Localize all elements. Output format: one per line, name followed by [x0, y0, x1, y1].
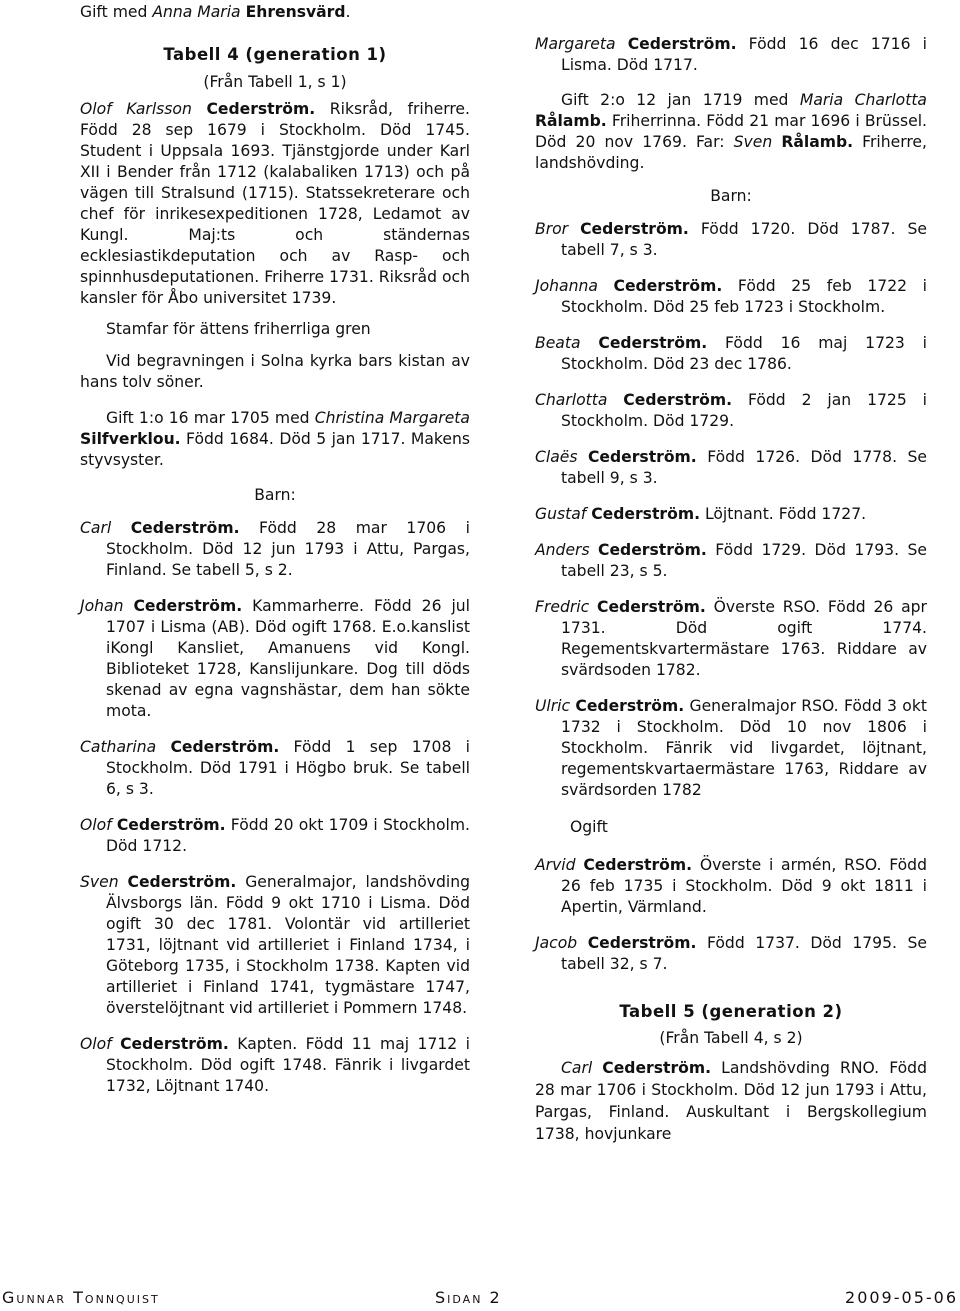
- child-entry: [80, 596, 470, 722]
- child-surname: Cederström.: [170, 738, 280, 756]
- marriage-anna-maria: [80, 2, 470, 23]
- child-given-name: Jacob: [535, 934, 578, 952]
- child-bio: Generalmajor, landshövding Älvsborgs län. Född 9 okt 1710 i Lisma. Död ogift 30 dec 1781. Volontär vid artilleriet 1731, löjtnant vid artilleriet i Finland 1734, i Göteborg 1735, i Stockholm 1738. Kapten vid artilleriet i Finland 1741, tygmästare 1747, överstelöjtnant vid artilleriet i Pommern 1748.: [106, 873, 470, 1017]
- child-bio: Född 16 maj 1723 i Stockholm. Död 23 dec 1786.: [561, 334, 927, 373]
- child-surname: Cederström.: [597, 598, 706, 616]
- child-given-name: Ulric: [535, 697, 571, 715]
- footer-page-number: Sidan 2: [435, 1288, 502, 1307]
- person-surname: Cederström.: [206, 100, 316, 118]
- father-bio: Friherre, landshövding.: [535, 133, 927, 172]
- child-entry: [80, 872, 470, 1019]
- marriage-prefix: Gift 2:o 12 jan 1719 med: [561, 91, 789, 109]
- child-given-name: Johan: [80, 597, 124, 615]
- child-given-name: Catharina: [80, 738, 157, 756]
- child-surname: Cederström.: [627, 35, 737, 53]
- right-column: [535, 0, 927, 1145]
- child-surname: Cederström.: [587, 934, 697, 952]
- burial-note: Vid begravningen i Solna kyrka bars kistan av hans tolv söner.: [80, 352, 470, 391]
- child-entry: [80, 1034, 470, 1097]
- father-given-name: Sven: [733, 133, 773, 151]
- stamfar-note: Stamfar för ättens friherrliga gren: [106, 320, 371, 338]
- child-given-name: Olof: [80, 1035, 112, 1053]
- child-bio: Född 28 mar 1706 i Stockholm. Död 12 jun 1793 i Attu, Pargas, Finland. Se tabell 5, s 2.: [106, 519, 470, 579]
- first-marriage: [80, 408, 470, 471]
- child-surname: Cederström.: [580, 220, 689, 238]
- child-entry: [80, 518, 470, 581]
- child-surname: Cederström.: [127, 873, 237, 891]
- table-4-heading: Tabell 4 (generation 1): [163, 45, 387, 64]
- child-bio: Född 1720. Död 1787. Se tabell 7, s 3.: [561, 220, 927, 259]
- child-bio: Överste RSO. Född 26 apr 1731. Död ogift 1774. Regementskvartermästare 1763. Riddare av svärdsoden 1782.: [561, 598, 927, 679]
- person-surname: Cederström.: [602, 1059, 712, 1077]
- child-bio: Född 1726. Död 1778. Se tabell 9, s 3.: [561, 448, 927, 487]
- ogift-label: Ogift: [570, 818, 608, 836]
- child-surname: Cederström.: [120, 1035, 229, 1053]
- child-bio: Född 1737. Död 1795. Se tabell 32, s 7.: [561, 934, 927, 973]
- child-surname: Cederström.: [130, 519, 240, 537]
- child-entry: [535, 34, 927, 76]
- child-given-name: Carl: [80, 519, 112, 537]
- child-surname: Cederström.: [598, 334, 708, 352]
- marriage-prefix: Gift med: [80, 3, 153, 21]
- carl-entry: [535, 1057, 927, 1145]
- second-marriage: [535, 90, 927, 174]
- child-given-name: Olof: [80, 816, 112, 834]
- child-bio: Född 16 dec 1716 i Lisma. Död 1717.: [561, 35, 927, 74]
- olof-karlsson-bio: [80, 99, 470, 309]
- footer-date: 2009-05-06: [845, 1288, 958, 1307]
- spouse-surname: Rålamb.: [535, 112, 607, 130]
- child-surname: Cederström.: [575, 697, 685, 715]
- children-label: Barn:: [710, 187, 752, 205]
- children-label: Barn:: [254, 486, 296, 504]
- table-5-source: (Från Tabell 4, s 2): [659, 1029, 803, 1047]
- child-bio: Löjtnant. Född 1727.: [704, 505, 867, 523]
- spouse-bio: Född 1684. Död 5 jan 1717. Makens styvsyster.: [80, 430, 470, 469]
- child-bio: Född 1 sep 1708 i Stockholm. Död 1791 i Högbo bruk. Se tabell 6, s 3.: [106, 738, 470, 798]
- left-column: [80, 0, 470, 1097]
- child-entry: [535, 333, 927, 375]
- father-surname: Rålamb.: [781, 133, 854, 151]
- child-entry: [80, 815, 470, 857]
- person-given-name: Olof Karlsson: [80, 100, 192, 118]
- spouse-surname: Silfverklou.: [80, 430, 181, 448]
- spouse-bio: Friherrinna. Född 21 mar 1696 i Brüssel. Död 20 nov 1769. Far:: [535, 112, 927, 151]
- child-entry: [535, 855, 927, 918]
- child-entry: [535, 696, 927, 801]
- child-entry: [535, 540, 927, 582]
- child-surname: Cederström.: [623, 391, 733, 409]
- child-entry: [535, 390, 927, 432]
- child-given-name: Claës: [535, 448, 578, 466]
- child-bio: Överste i armén, RSO. Född 26 feb 1735 i Stockholm. Död 9 okt 1811 i Apertin, Värmland.: [561, 856, 927, 916]
- child-entry: [535, 933, 927, 975]
- child-given-name: Sven: [80, 873, 119, 891]
- child-bio: Född 25 feb 1722 i Stockholm. Död 25 feb 1723 i Stockholm.: [561, 277, 927, 316]
- child-given-name: Charlotta: [535, 391, 608, 409]
- child-entry: [535, 447, 927, 489]
- child-bio: Kapten. Född 11 maj 1712 i Stockholm. Död ogift 1748. Fänrik i livgardet 1732, Löjtnant 1740.: [106, 1035, 470, 1095]
- sentence-end: .: [345, 3, 351, 21]
- child-entry: [535, 276, 927, 318]
- child-given-name: Arvid: [535, 856, 576, 874]
- child-entry: [535, 504, 927, 525]
- spouse-given-name: Christina Margareta: [314, 409, 470, 427]
- person-given-name: Carl: [561, 1059, 593, 1077]
- child-surname: Cederström.: [583, 856, 693, 874]
- child-given-name: Bror: [535, 220, 569, 238]
- child-bio: Född 1729. Död 1793. Se tabell 23, s 5.: [561, 541, 927, 580]
- page-footer: [0, 1288, 960, 1310]
- child-surname: Cederström.: [613, 277, 723, 295]
- child-surname: Cederström.: [587, 448, 697, 466]
- table-5-heading: Tabell 5 (generation 2): [619, 1002, 843, 1021]
- spouse-given-name: Maria Charlotta: [799, 91, 927, 109]
- child-given-name: Beata: [535, 334, 581, 352]
- child-entry: [80, 737, 470, 800]
- child-surname: Cederström.: [591, 505, 700, 523]
- footer-author: Gunnar Tonnquist: [2, 1288, 160, 1307]
- spouse-given-name: Anna Maria: [152, 3, 241, 21]
- person-bio: Riksråd, friherre. Född 28 sep 1679 i Stockholm. Död 1745. Student i Uppsala 1693. Tjänstgjorde under Karl XII i Bender från 1712 (kalabaliken 1713) och på vägen till Stralsund (1715). Statssekreterare och chef för inrikesexpeditionen 1728, Ledamot av Kungl. Maj:ts och ständernas ecklesiastikdeputation och av Rasp- och spinnhusdeputationen. Friherre 1731. Riksråd och kansler för Åbo universitet 1739.: [80, 100, 470, 307]
- spouse-surname: Ehrensvärd: [245, 3, 346, 21]
- child-given-name: Margareta: [535, 35, 616, 53]
- child-surname: Cederström.: [598, 541, 707, 559]
- child-given-name: Fredric: [535, 598, 590, 616]
- child-entry: [535, 597, 927, 681]
- child-given-name: Johanna: [535, 277, 598, 295]
- marriage-prefix: Gift 1:o 16 mar 1705 med: [106, 409, 310, 427]
- child-bio: Kammarherre. Född 26 jul 1707 i Lisma (AB). Död ogift 1768. E.o.kanslist iKongl Kansliet, Amanuens vid Kongl. Biblioteket 1728, Kanslijunkare. Dog till döds skenad av egna vagnshästar, dem han sökte mota.: [106, 597, 470, 720]
- table-4-source: (Från Tabell 1, s 1): [203, 73, 347, 91]
- child-entry: [535, 219, 927, 261]
- child-surname: Cederström.: [133, 597, 243, 615]
- child-bio: Född 20 okt 1709 i Stockholm. Död 1712.: [106, 816, 471, 855]
- child-given-name: Gustaf: [535, 505, 587, 523]
- child-surname: Cederström.: [116, 816, 226, 834]
- child-bio: Född 2 jan 1725 i Stockholm. Död 1729.: [561, 391, 927, 430]
- child-given-name: Anders: [535, 541, 590, 559]
- person-bio: Landshövding RNO. Född 28 mar 1706 i Stockholm. Död 12 jun 1793 i Attu, Pargas, Finland. Auskultant i Bergskollegium 1738, hovjunkare: [535, 1059, 927, 1143]
- child-bio: Generalmajor RSO. Född 3 okt 1732 i Stockholm. Död 10 nov 1806 i Stockholm. Fänrik vid livgardet, löjtnant, regementskvartaermästare 1763, Riddare av svärdsorden 1782: [561, 697, 927, 799]
